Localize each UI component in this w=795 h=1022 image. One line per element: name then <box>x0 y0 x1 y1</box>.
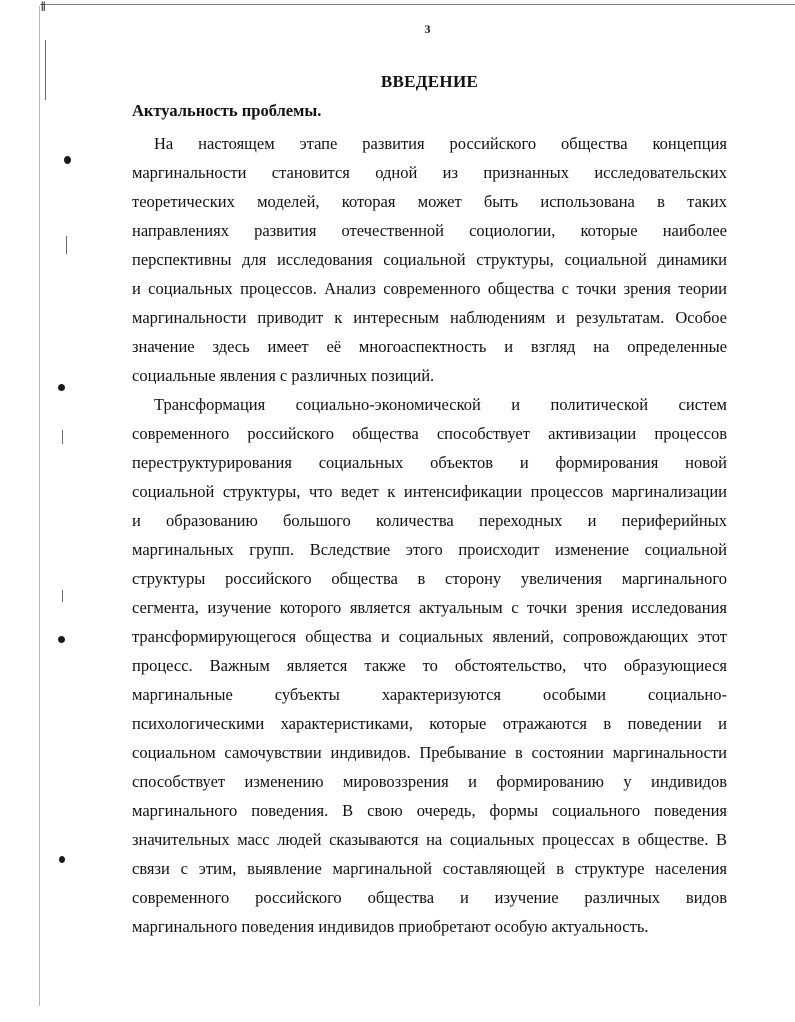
paragraph-2-line: связи с этим, выявление маргинальной составляющей в структуре населения <box>132 859 727 878</box>
binding-hole-mark <box>58 384 65 391</box>
paragraph-2-line: переструктурирования социальных объектов и формирования новой <box>132 453 727 472</box>
section-heading: ВВЕДЕНИЕ <box>380 72 479 91</box>
paragraph-2-line: социальной структуры, что ведет к интенсификации процессов маргинализации <box>132 482 727 501</box>
scan-top-edge <box>40 4 795 5</box>
body-text <box>132 129 727 941</box>
paragraph-2-line: современного российского общества способствует активизации процессов <box>132 424 727 443</box>
paragraph-1-line: и социальных процессов. Анализ современного общества с точки зрения теории <box>132 279 727 298</box>
paragraph-1-line: перспективны для исследования социальной структуры, социальной динамики <box>132 250 727 269</box>
paragraph-1-line: значение здесь имеет её многоаспектность и взгляд на определенные <box>132 337 727 356</box>
scan-streak <box>62 590 63 602</box>
paragraph-2-line: маргинальных групп. Вследствие этого происходит изменение социальной <box>132 540 727 559</box>
paragraph-2-line: маргинального поведения индивидов приобретают особую актуальность. <box>132 917 649 936</box>
paragraph-2-line: способствует изменению мировоззрения и формированию у индивидов <box>132 772 727 791</box>
scan-streak <box>45 40 46 100</box>
paragraph-2-line: структуры российского общества в сторону увеличения маргинального <box>132 569 727 588</box>
page-number: 3 <box>424 22 431 36</box>
paragraph-2-line: процесс. Важным является также то обстоятельство, что образующиеся <box>132 656 727 675</box>
scan-corner-mark: ‖ <box>41 0 46 15</box>
paragraph-2-line: современного российского общества и изучение различных видов <box>132 888 727 907</box>
binding-hole-mark <box>64 156 71 164</box>
paragraph-2-line: психологическими характеристиками, которые отражаются в поведении и <box>132 714 727 733</box>
paragraph-1-line: социальные явления с различных позиций. <box>132 366 435 385</box>
paragraph-1-line: направлениях развития отечественной социологии, которые наиболее <box>132 221 727 240</box>
paragraph-2-line: и образованию большого количества переходных и периферийных <box>132 511 727 530</box>
paragraph-2-line: маргинальные субъекты характеризуются особыми социально- <box>132 685 727 704</box>
paragraph-1-line: На настоящем этапе развития российского общества концепция <box>154 134 727 153</box>
paragraph-1-line: маргинальности становится одной из признанных исследовательских <box>132 163 727 182</box>
paragraph-2-line: Трансформация социально-экономической и политической систем <box>154 395 727 414</box>
scan-streak <box>62 430 63 444</box>
paragraph-2-line: значительных масс людей сказываются на социальных процессах в обществе. В <box>132 830 727 849</box>
paragraph-2-line: маргинального поведения. В свою очередь, формы социального поведения <box>132 801 727 820</box>
section-subheading: Актуальность проблемы. <box>132 101 322 120</box>
paragraph-1-line: теоретических моделей, которая может быть использована в таких <box>132 192 727 211</box>
binding-hole-mark <box>58 636 65 643</box>
paragraph-2-line: трансформирующегося общества и социальных явлений, сопровождающих этот <box>132 627 727 646</box>
paragraph-2-line: сегмента, изучение которого является актуальным с точки зрения исследования <box>132 598 727 617</box>
scan-left-edge <box>39 6 40 1006</box>
scan-streak <box>66 236 67 254</box>
paragraph-2-line: социальном самочувствии индивидов. Пребывание в состоянии маргинальности <box>132 743 727 762</box>
binding-hole-mark <box>59 856 65 863</box>
paragraph-1-line: маргинальности приводит к интересным наблюдениям и результатам. Особое <box>132 308 727 327</box>
